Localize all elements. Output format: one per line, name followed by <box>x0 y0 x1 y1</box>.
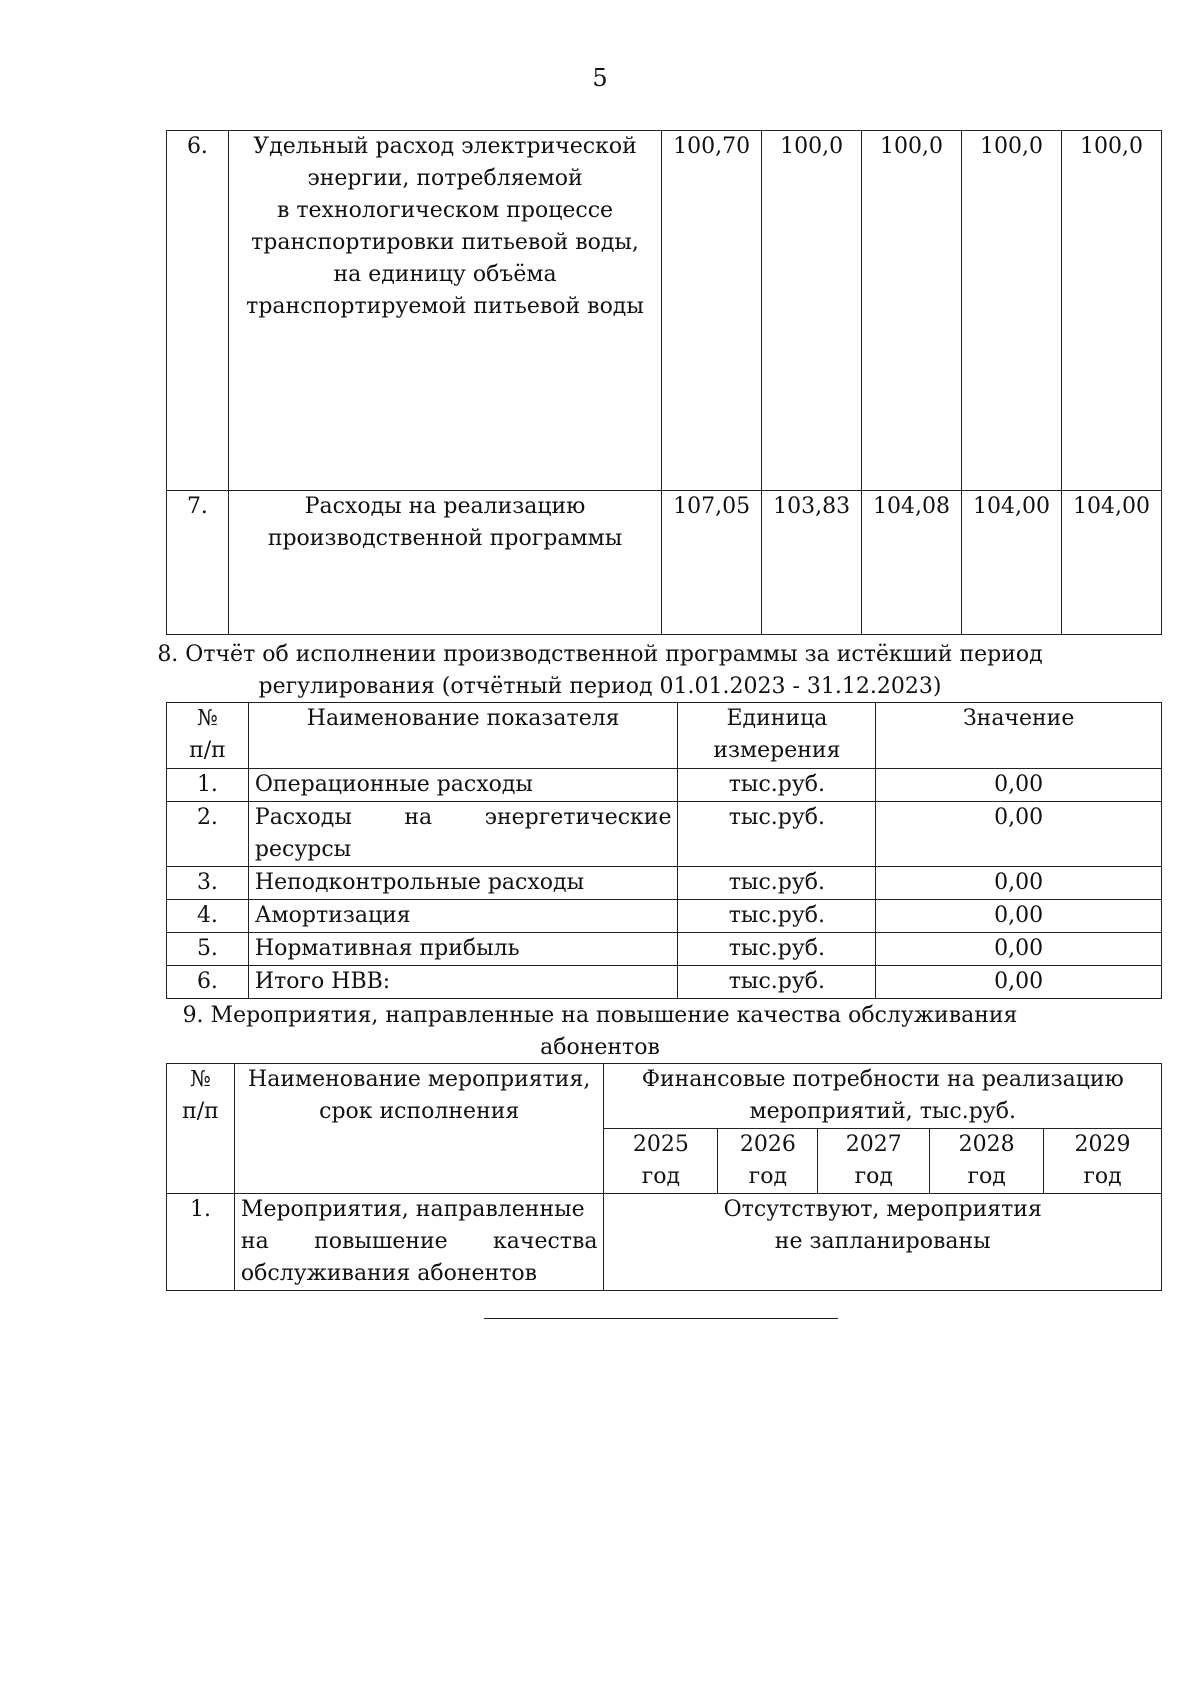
table-row <box>167 966 1162 999</box>
measure-status: Отсутствуют, мероприятия не запланированы <box>604 1194 1162 1291</box>
unit-cell: тыс.руб. <box>678 769 876 802</box>
value-cell: 100,0 <box>1061 131 1161 491</box>
indicator-name: Амортизация <box>248 900 678 933</box>
table-row <box>167 769 1162 802</box>
row-number: 1. <box>167 1194 235 1291</box>
unit-cell: тыс.руб. <box>678 867 876 900</box>
value-cell: 0,00 <box>876 802 1162 867</box>
value-cell: 0,00 <box>876 933 1162 966</box>
indicator-name: Расходы на реализацию производственной программы <box>228 491 661 635</box>
table-header-row <box>167 1064 1162 1129</box>
closing-line <box>484 1318 838 1319</box>
indicator-name: Неподконтрольные расходы <box>248 867 678 900</box>
report-table <box>166 702 1162 999</box>
unit-cell: тыс.руб. <box>678 933 876 966</box>
row-number: 6. <box>167 966 249 999</box>
header-number: № п/п <box>167 703 249 769</box>
row-number: 3. <box>167 867 249 900</box>
measure-name: Мероприятия, направленные на повышение качества обслуживания абонентов <box>234 1194 604 1291</box>
year-header: 2027 год <box>818 1129 930 1194</box>
unit-cell: тыс.руб. <box>678 802 876 867</box>
value-cell: 107,05 <box>662 491 762 635</box>
value-cell: 100,70 <box>662 131 762 491</box>
value-cell: 103,83 <box>762 491 862 635</box>
header-name: Наименование показателя <box>248 703 678 769</box>
table-header-row <box>167 703 1162 769</box>
value-cell: 100,0 <box>862 131 962 491</box>
indicators-table <box>166 130 1162 635</box>
table-row <box>167 491 1162 635</box>
header-value: Значение <box>876 703 1162 769</box>
measures-table <box>166 1063 1162 1291</box>
table-row <box>167 933 1162 966</box>
year-header: 2028 год <box>930 1129 1044 1194</box>
header-financing: Финансовые потребности на реализацию мероприятий, тыс.руб. <box>604 1064 1162 1129</box>
indicator-name: Удельный расход электрической энергии, потребляемой в технологическом процессе транспортировки питьевой воды, на единицу объёма транспортируемой питьевой воды <box>228 131 661 491</box>
header-number: № п/п <box>167 1064 235 1194</box>
year-header: 2026 год <box>718 1129 818 1194</box>
value-cell: 0,00 <box>876 966 1162 999</box>
indicator-name: Итого НВВ: <box>248 966 678 999</box>
unit-cell: тыс.руб. <box>678 966 876 999</box>
table-row <box>167 802 1162 867</box>
row-number: 2. <box>167 802 249 867</box>
value-cell: 104,00 <box>962 491 1062 635</box>
value-cell: 0,00 <box>876 900 1162 933</box>
header-name: Наименование мероприятия, срок исполнения <box>234 1064 604 1194</box>
year-header: 2029 год <box>1044 1129 1162 1194</box>
row-number: 5. <box>167 933 249 966</box>
header-unit: Единица измерения <box>678 703 876 769</box>
table-row <box>167 900 1162 933</box>
indicator-name: Операционные расходы <box>248 769 678 802</box>
indicator-name: Нормативная прибыль <box>248 933 678 966</box>
table-row <box>167 1194 1162 1291</box>
table-row <box>167 867 1162 900</box>
indicator-name: Расходы на энергетические ресурсы <box>248 802 678 867</box>
section8-title: 8. Отчёт об исполнении производственной программы за истёкший период регулирования (отчётный период 01.01.2023 - 31.12.2023) <box>157 642 1043 699</box>
value-cell: 100,0 <box>962 131 1062 491</box>
row-number: 6. <box>167 131 229 491</box>
page-number: 5 <box>592 64 608 92</box>
row-number: 7. <box>167 491 229 635</box>
value-cell: 104,00 <box>1061 491 1161 635</box>
value-cell: 100,0 <box>762 131 862 491</box>
value-cell: 0,00 <box>876 769 1162 802</box>
value-cell: 104,08 <box>862 491 962 635</box>
row-number: 1. <box>167 769 249 802</box>
row-number: 4. <box>167 900 249 933</box>
year-header: 2025 год <box>604 1129 718 1194</box>
section9-title: 9. Мероприятия, направленные на повышение качества обслуживания абонентов <box>182 1003 1018 1060</box>
unit-cell: тыс.руб. <box>678 900 876 933</box>
value-cell: 0,00 <box>876 867 1162 900</box>
table-row <box>167 131 1162 491</box>
